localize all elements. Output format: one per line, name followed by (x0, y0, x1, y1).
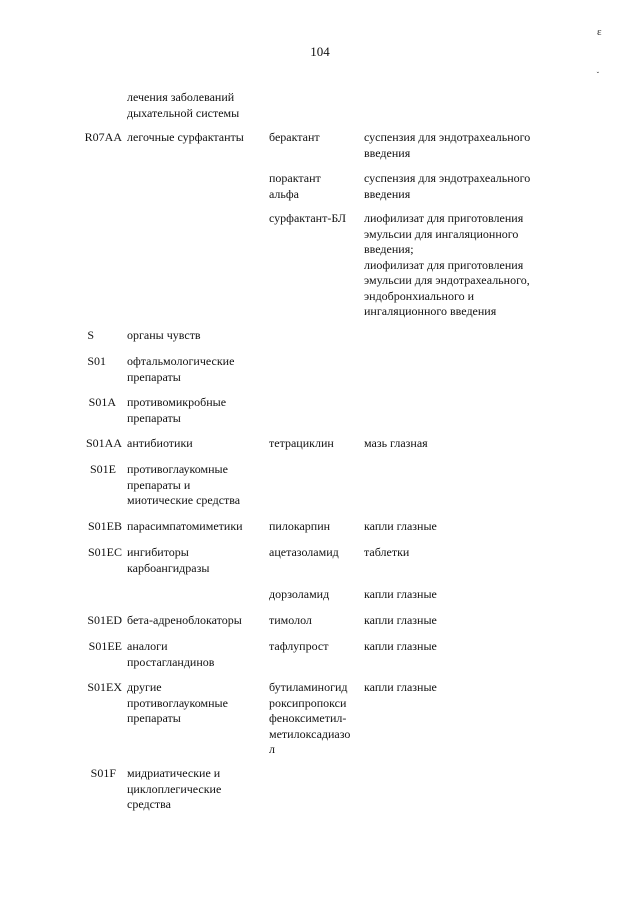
row-form: суспензия для эндотрахеального введения (364, 130, 531, 160)
row-code: S01ED (87, 613, 122, 627)
row-form: мазь глазная (364, 436, 428, 450)
row-group: ингибиторы карбоангидразы (127, 545, 210, 575)
row-group: легочные сурфактанты (127, 130, 244, 144)
row-substance: тафлупрост (269, 639, 329, 653)
row-form: капли глазные (364, 680, 437, 694)
row-substance: пилокарпин (269, 519, 331, 533)
row-form: таблетки (364, 545, 410, 559)
row-substance: тетрациклин (269, 436, 334, 450)
row-form: капли глазные (364, 639, 437, 653)
row-form: капли глазные (364, 587, 437, 601)
row-code: S01EE (88, 639, 122, 653)
row-code: R07AA (84, 130, 122, 144)
row-code: S01EB (87, 519, 122, 533)
row-code: S01E (89, 462, 116, 476)
corner-mark-top: ɛ (597, 26, 602, 38)
row-group: мидриатические и циклоплегические средства (127, 766, 222, 811)
row-group: другие противоглаукомные препараты (127, 680, 228, 725)
row-group: аналоги простагландинов (127, 639, 215, 669)
row-group: лечения заболеваний дыхательной системы (127, 90, 240, 120)
row-form: суспензия для эндотрахеального введения (364, 171, 531, 201)
row-code: S01 (87, 354, 106, 368)
row-substance: сурфактант-БЛ (269, 211, 347, 225)
row-substance: тимолол (269, 613, 312, 627)
row-substance: дорзоламид (269, 587, 330, 601)
row-substance: бутиламиногид роксипропокси феноксиметил- метилоксадиазо л (269, 680, 351, 756)
row-substance: берактант (269, 130, 320, 144)
row-code: S01F (90, 766, 116, 780)
row-group: противоглаукомные препараты и миотические средства (127, 462, 241, 507)
row-substance: порактант альфа (269, 171, 321, 201)
corner-mark-bottom: ˯ (596, 62, 600, 74)
page-number: 104 (310, 44, 330, 59)
row-group: противомикробные препараты (127, 395, 227, 425)
row-substance: ацетазоламид (269, 545, 339, 559)
row-code: S01EX (87, 680, 122, 694)
row-group: органы чувств (127, 328, 201, 342)
row-form: лиофилизат для приготовления эмульсии для ингаляционного введения; лиофилизат для приготовления эмульсии для эндотрахеального, эндобронхиального и ингаляционного введения (364, 211, 530, 318)
row-group: бета-адреноблокаторы (127, 613, 242, 627)
row-code: S (87, 328, 94, 342)
row-form: капли глазные (364, 519, 437, 533)
row-form: капли глазные (364, 613, 437, 627)
row-code: S01EC (87, 545, 122, 559)
row-group: офтальмологические препараты (127, 354, 235, 384)
row-code: S01A (88, 395, 116, 409)
row-group: антибиотики (127, 436, 193, 450)
row-code: S01AA (85, 436, 122, 450)
row-group: парасимпатомиметики (127, 519, 243, 533)
